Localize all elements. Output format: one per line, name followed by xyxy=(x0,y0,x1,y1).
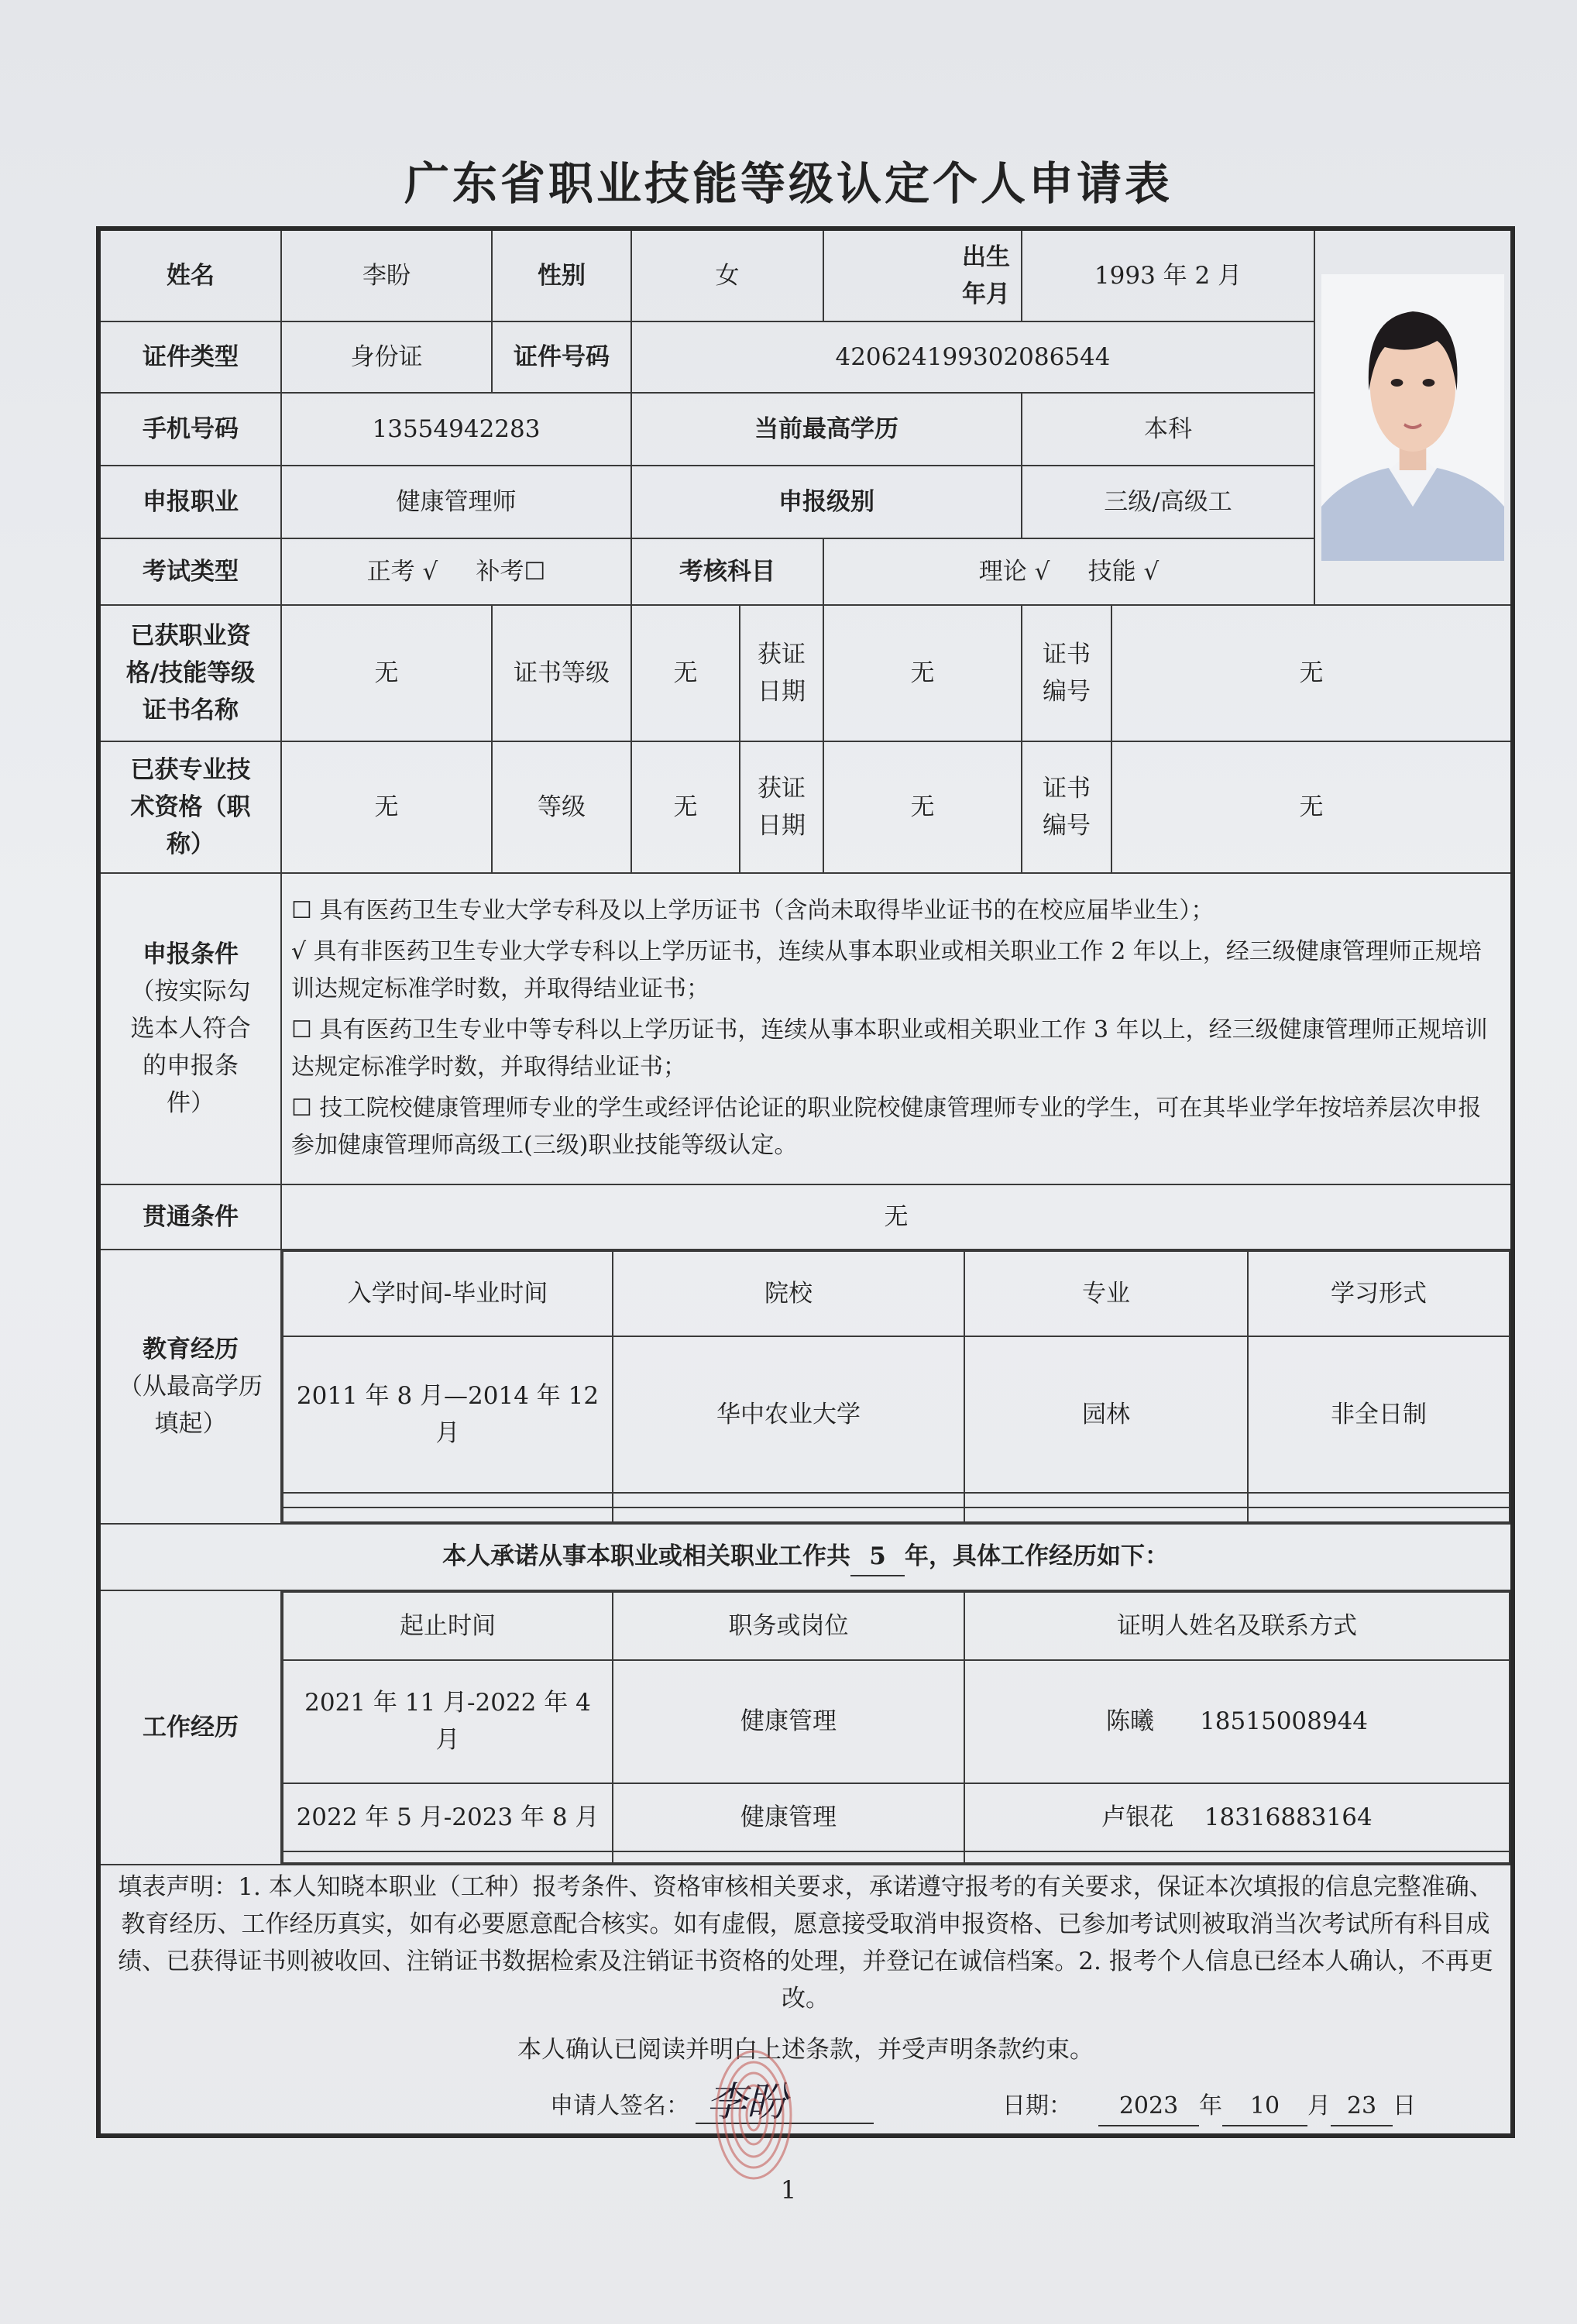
table-row xyxy=(283,1783,1510,1851)
education-history-cell xyxy=(281,1250,1513,1524)
edu-cell xyxy=(613,1493,964,1508)
edu-cell xyxy=(964,1508,1248,1522)
photo-cell xyxy=(1314,229,1513,605)
label-subjects: 考核科目 xyxy=(631,538,823,605)
label-gender: 性别 xyxy=(492,229,631,321)
label-cert-level: 证书等级 xyxy=(492,605,631,741)
value-tech-name: 无 xyxy=(281,741,492,873)
exam-type-regular: 正考 √ xyxy=(366,557,438,586)
commitment-prefix: 本人承诺从事本职业或相关职业工作共 xyxy=(442,1542,850,1570)
label-conditions-line1: 申报条件 xyxy=(143,940,239,968)
label-id-no: 证件号码 xyxy=(492,321,631,393)
label-tech-no-line1: 证书 xyxy=(1043,774,1091,803)
value-gender: 女 xyxy=(631,229,823,321)
edu-cell xyxy=(1248,1508,1510,1522)
table-row xyxy=(283,1660,1510,1784)
label-cert-line2: 格/技能等级 xyxy=(125,658,256,687)
label-conditions-line2: （按实际勾 xyxy=(130,977,251,1006)
value-cert-date: 无 xyxy=(823,605,1022,741)
date-day-unit: 日 xyxy=(1393,2092,1416,2120)
date-month-unit: 月 xyxy=(1307,2092,1331,2120)
work-cell xyxy=(283,1851,613,1863)
declaration-text: 填表声明：1. 本人知晓本职业（工种）报考条件、资格审核相关要求，承诺遵守报考的有关要求，保证本次填报的信息完整准确、教育经历、工作经历真实，如有必要愿意配合核实。如有虚假，愿意接受取消申报资格、已参加考试则被取消当次考试所有科目成绩、已获得证书则被收回、注销证书数据检索及注销证书资格的处理，并登记在诚信档案。2. 报考个人信息已经本人确认，不再更改。 xyxy=(118,1873,1493,2013)
label-exam-type: 考试类型 xyxy=(98,538,281,605)
reference-phone: 18515008944 xyxy=(1200,1707,1369,1736)
date-day: 23 xyxy=(1331,2089,1393,2126)
edu-cell xyxy=(964,1493,1248,1508)
label-cert-line1: 已获职业资 xyxy=(130,621,251,650)
fingerprint-seal xyxy=(711,2045,796,2185)
work-header-period: 起止时间 xyxy=(283,1592,613,1660)
table-header-row xyxy=(283,1251,1510,1336)
conditions-list xyxy=(281,873,1513,1184)
label-tech-date-line2: 日期 xyxy=(758,812,806,840)
work-reference xyxy=(964,1660,1510,1784)
value-tech-date: 无 xyxy=(823,741,1022,873)
edu-header-form: 学习形式 xyxy=(1248,1251,1510,1336)
reference-phone: 18316883164 xyxy=(1204,1803,1373,1832)
label-cert-no-line1: 证书 xyxy=(1043,640,1091,669)
work-cell: 2021 年 11 月-2022 年 4 月 xyxy=(283,1660,613,1784)
label-birth-line2: 年月 xyxy=(962,280,1010,308)
table-row xyxy=(283,1851,1510,1863)
value-cert-no: 无 xyxy=(1111,605,1513,741)
condition-item-2: √ 具有非医药卫生专业大学专科以上学历证书，连续从事本职业或相关职业工作 2 年以上，经三级健康管理师正规培训达规定标准学时数，并取得结业证书； xyxy=(291,937,1482,1003)
table-header-row xyxy=(283,1592,1510,1660)
work-reference xyxy=(964,1783,1510,1851)
form-title: 广东省职业技能等级认定个人申请表 xyxy=(404,157,1173,210)
label-edu-hist-line3: 填起） xyxy=(154,1410,227,1439)
work-cell xyxy=(613,1851,964,1863)
signature-label: 申请人签名： xyxy=(550,2092,689,2120)
value-level: 三级/高级工 xyxy=(1022,466,1314,538)
value-id-no: 420624199302086544 xyxy=(631,321,1314,393)
label-phone: 手机号码 xyxy=(98,393,281,466)
work-table xyxy=(282,1591,1510,1864)
education-table xyxy=(282,1250,1510,1523)
edu-cell: 华中农业大学 xyxy=(613,1336,964,1493)
label-education: 当前最高学历 xyxy=(631,393,1022,466)
label-tech-line1: 已获专业技 xyxy=(130,755,251,784)
subject-theory: 理论 √ xyxy=(978,557,1050,586)
table-row xyxy=(283,1336,1510,1493)
application-form-table xyxy=(96,226,1515,2138)
applicant-photo xyxy=(1321,274,1504,561)
edu-header-major: 专业 xyxy=(964,1251,1248,1336)
work-header-position: 职务或岗位 xyxy=(613,1592,964,1660)
edu-cell xyxy=(283,1508,613,1522)
label-conditions-line3: 选本人符合 xyxy=(130,1014,251,1043)
value-cert-level: 无 xyxy=(631,605,740,741)
edu-cell xyxy=(1248,1493,1510,1508)
work-cell: 健康管理 xyxy=(613,1783,964,1851)
label-through: 贯通条件 xyxy=(98,1184,281,1250)
label-birth xyxy=(823,229,1022,321)
exam-type-makeup: 补考☐ xyxy=(476,557,546,586)
date-month: 10 xyxy=(1222,2089,1307,2126)
commitment-line xyxy=(98,1524,1513,1590)
label-id-type: 证件类型 xyxy=(98,321,281,393)
label-name: 姓名 xyxy=(98,229,281,321)
value-cert-name: 无 xyxy=(281,605,492,741)
value-birth: 1993 年 2 月 xyxy=(1022,229,1314,321)
condition-item-3: ☐ 具有医药卫生专业中等专科以上学历证书，连续从事本职业或相关职业工作 3 年以上，经三级健康管理师正规培训达规定标准学时数，并取得结业证书； xyxy=(291,1016,1488,1081)
label-edu-hist-line2: （从最高学历 xyxy=(119,1372,263,1401)
label-cert xyxy=(98,605,281,741)
commitment-suffix: 年，具体工作经历如下： xyxy=(905,1542,1169,1570)
label-edu-hist-line1: 教育经历 xyxy=(143,1335,239,1363)
label-level: 申报级别 xyxy=(631,466,1022,538)
edu-cell xyxy=(613,1508,964,1522)
value-name: 李盼 xyxy=(281,229,492,321)
date-label: 日期： xyxy=(1002,2092,1072,2120)
label-cert-no xyxy=(1022,605,1111,741)
reference-name: 陈曦 xyxy=(1105,1707,1154,1736)
edu-cell: 2011 年 8 月—2014 年 12 月 xyxy=(283,1336,613,1493)
label-cert-date-line1: 获证 xyxy=(758,640,806,669)
date-year: 2023 xyxy=(1098,2089,1199,2126)
value-tech-no: 无 xyxy=(1111,741,1513,873)
label-education-history xyxy=(98,1250,281,1524)
label-birth-line1: 出生 xyxy=(962,242,1010,271)
label-tech-line3: 称） xyxy=(167,830,215,859)
reference-name: 卢银花 xyxy=(1101,1803,1174,1832)
edu-header-school: 院校 xyxy=(613,1251,964,1336)
commitment-years: 5 xyxy=(850,1538,905,1576)
label-tech-date xyxy=(740,741,823,873)
label-tech xyxy=(98,741,281,873)
work-header-reference: 证明人姓名及联系方式 xyxy=(964,1592,1510,1660)
edu-header-period: 入学时间-毕业时间 xyxy=(283,1251,613,1336)
value-exam-type xyxy=(281,538,631,605)
work-cell: 2022 年 5 月-2023 年 8 月 xyxy=(283,1783,613,1851)
table-row xyxy=(283,1493,1510,1508)
value-id-type: 身份证 xyxy=(281,321,492,393)
work-history-cell xyxy=(281,1590,1513,1865)
label-job: 申报职业 xyxy=(98,466,281,538)
subject-skill: 技能 √ xyxy=(1087,557,1160,586)
edu-cell: 非全日制 xyxy=(1248,1336,1510,1493)
table-row xyxy=(283,1508,1510,1522)
label-tech-date-line1: 获证 xyxy=(758,774,806,803)
label-conditions-line4: 的申报条 xyxy=(143,1052,239,1081)
value-job: 健康管理师 xyxy=(281,466,631,538)
label-cert-no-line2: 编号 xyxy=(1043,678,1091,706)
work-cell: 健康管理 xyxy=(613,1660,964,1784)
value-tech-level: 无 xyxy=(631,741,740,873)
date-year-unit: 年 xyxy=(1199,2092,1222,2120)
value-phone: 13554942283 xyxy=(281,393,631,466)
label-tech-level: 等级 xyxy=(492,741,631,873)
label-cert-date-line2: 日期 xyxy=(758,678,806,706)
edu-cell: 园林 xyxy=(964,1336,1248,1493)
label-cert-line3: 证书名称 xyxy=(143,696,239,725)
label-cert-date xyxy=(740,605,823,741)
label-tech-no-line2: 编号 xyxy=(1043,812,1091,840)
value-education: 本科 xyxy=(1022,393,1314,466)
signature-row xyxy=(107,2068,1504,2130)
label-conditions-line5: 件） xyxy=(167,1089,215,1118)
label-conditions xyxy=(98,873,281,1184)
page-number: 1 xyxy=(780,2175,797,2205)
date-value xyxy=(1098,2089,1416,2126)
condition-item-1: ☐ 具有医药卫生专业大学专科及以上学历证书（含尚未取得毕业证书的在校应届毕业生）； xyxy=(291,896,1215,924)
label-tech-line2: 术资格（职 xyxy=(130,792,251,821)
value-subjects xyxy=(823,538,1314,605)
work-cell xyxy=(964,1851,1510,1863)
confirm-text: 本人确认已阅读并明白上述条款，并受声明条款约束。 xyxy=(517,2036,1094,2064)
label-work-history: 工作经历 xyxy=(98,1590,281,1865)
label-tech-no xyxy=(1022,741,1111,873)
portrait-image xyxy=(1321,274,1504,561)
edu-cell xyxy=(283,1493,613,1508)
handwritten-signature: 李盼 xyxy=(706,2079,788,2126)
declaration-cell xyxy=(98,1865,1513,2136)
condition-item-4: ☐ 技工院校健康管理师专业的学生或经评估论证的职业院校健康管理师专业的学生，可在其毕业学年按培养层次申报参加健康管理师高级工(三级)职业技能等级认定。 xyxy=(291,1094,1482,1160)
value-through: 无 xyxy=(281,1184,1513,1250)
